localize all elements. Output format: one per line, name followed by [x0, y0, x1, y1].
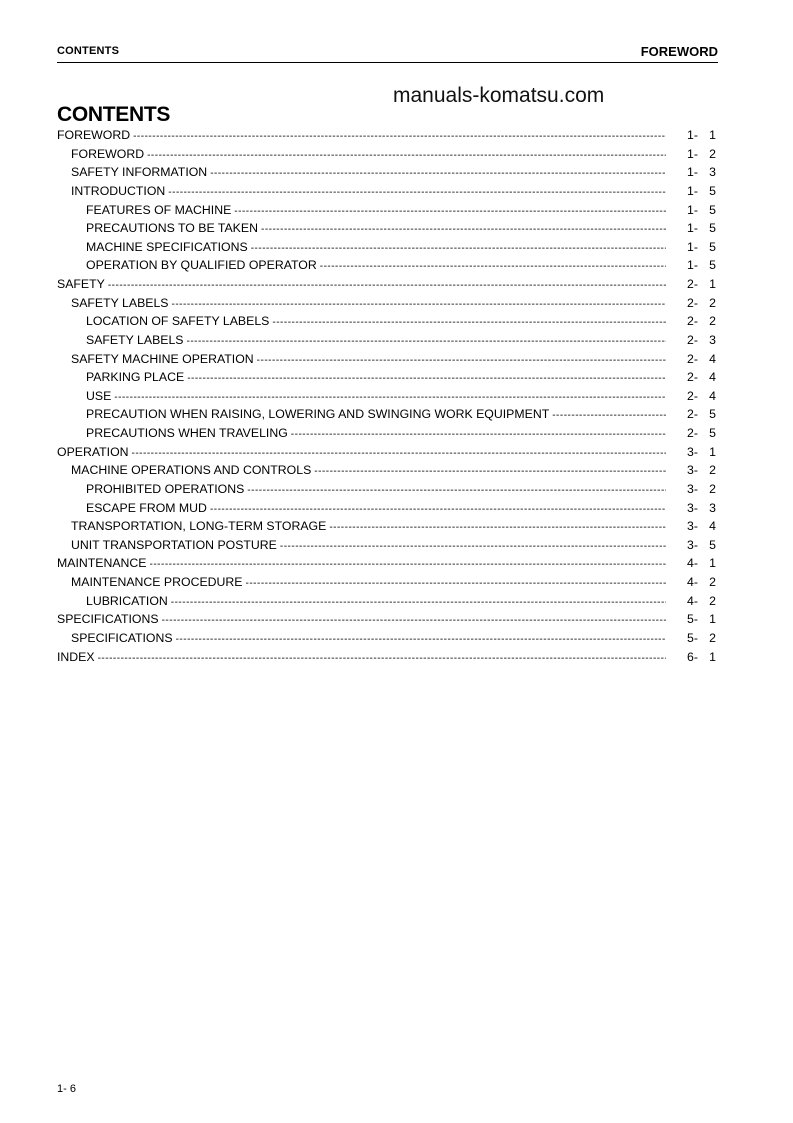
toc-entry-chapter: 1-	[687, 221, 698, 236]
toc-entry-label: FOREWORD	[71, 145, 147, 164]
toc-entry-page-ref	[666, 499, 718, 518]
toc-entry-chapter: 1-	[687, 146, 698, 161]
toc-entry-label: TRANSPORTATION, LONG-TERM STORAGE	[71, 517, 329, 536]
toc-entry-label: PRECAUTION WHEN RAISING, LOWERING AND SWINGING WORK EQUIPMENT	[86, 405, 552, 424]
toc-entry-page: 2	[709, 575, 716, 589]
toc-entry-page: 5	[709, 202, 716, 217]
toc-entry-line	[71, 536, 666, 555]
toc-entry-chapter: 1-	[687, 239, 698, 254]
toc-entry-page-ref	[666, 573, 718, 592]
toc-entry-line	[57, 648, 666, 667]
toc-entry-label: ESCAPE FROM MUD	[86, 499, 210, 518]
toc-entry-chapter: 1-	[687, 202, 698, 217]
toc-entry-label: LUBRICATION	[86, 592, 171, 611]
toc-entry-page-ref	[666, 517, 718, 536]
toc-entry-label: FOREWORD	[57, 126, 133, 145]
toc-entry-page: 4	[709, 351, 716, 366]
toc-entry-page-ref	[666, 163, 718, 182]
toc-entry-page: 3	[709, 165, 716, 180]
toc-entry-line	[71, 517, 666, 536]
toc-entry	[57, 387, 718, 406]
toc-entry-chapter: 2-	[687, 351, 698, 366]
toc-entry-page: 2	[709, 481, 716, 496]
toc-entry	[57, 461, 718, 480]
toc-entry-page-ref	[666, 219, 718, 238]
toc-entry-page: 2	[709, 630, 716, 645]
toc-entry-page-ref	[666, 461, 718, 480]
toc-entry-chapter: 4-	[687, 593, 698, 608]
toc-entry	[57, 368, 718, 387]
toc-entry-line	[71, 350, 666, 369]
page-header	[57, 44, 718, 63]
toc-entry-chapter: 2-	[687, 295, 698, 310]
toc-entry-label: PARKING PLACE	[86, 368, 187, 387]
toc-entry-line	[86, 499, 666, 518]
toc-entry-label: OPERATION BY QUALIFIED OPERATOR	[86, 256, 320, 275]
toc-entry-page-ref	[666, 312, 718, 331]
toc-entry-label: INDEX	[57, 648, 98, 667]
toc-entry-page: 1	[709, 612, 716, 627]
toc-entry-page: 1	[709, 649, 716, 664]
toc-entry-page: 1	[709, 556, 716, 571]
toc-entry-line	[71, 145, 666, 164]
toc-entry-label: SPECIFICATIONS	[71, 629, 176, 648]
toc-entry-page-ref	[666, 536, 718, 555]
toc-entry-page-ref	[666, 405, 718, 424]
toc-entry-label: SAFETY LABELS	[71, 294, 172, 313]
toc-entry	[57, 182, 718, 201]
toc-entry-chapter: 3-	[687, 444, 698, 459]
toc-entry-line	[86, 201, 666, 220]
toc-entry-chapter: 3-	[687, 537, 698, 552]
toc-entry-page: 5	[709, 183, 716, 198]
toc-entry-chapter: 4-	[687, 556, 698, 571]
toc-leader-dashes	[98, 650, 666, 669]
toc-entry-label: SAFETY MACHINE OPERATION	[71, 350, 257, 369]
toc-entry-line	[86, 592, 666, 611]
toc-entry-line	[86, 424, 666, 443]
toc-entry	[57, 294, 718, 313]
toc-entry-chapter: 2-	[687, 370, 698, 385]
toc-entry-page-ref	[666, 275, 718, 294]
toc-entry-line	[86, 405, 666, 424]
toc-entry	[57, 554, 718, 573]
toc-entry-label: MAINTENANCE PROCEDURE	[71, 573, 246, 592]
toc-entry-line	[57, 126, 666, 145]
toc-entry	[57, 480, 718, 499]
toc-entry-page-ref	[666, 126, 718, 145]
toc-entry-page-ref	[666, 443, 718, 462]
header-section-label: CONTENTS	[57, 45, 120, 57]
toc-entry	[57, 610, 718, 629]
toc-entry-page-ref	[666, 256, 718, 275]
toc-entry	[57, 648, 718, 667]
toc-entry-chapter: 3-	[687, 519, 698, 534]
toc-entry	[57, 350, 718, 369]
toc-entry	[57, 592, 718, 611]
toc-entry-page-ref	[666, 350, 718, 369]
header-chapter-label: FOREWORD	[640, 44, 718, 59]
toc-entry	[57, 499, 718, 518]
toc-entry	[57, 201, 718, 220]
toc-entry-page: 2	[709, 295, 716, 310]
toc-entry	[57, 424, 718, 443]
toc-entry-line	[57, 554, 666, 573]
toc-entry	[57, 517, 718, 536]
toc-entry-page: 3	[709, 500, 716, 515]
toc-entry-page: 4	[709, 370, 716, 385]
toc-entry-line	[86, 480, 666, 499]
toc-entry-chapter: 1-	[687, 128, 698, 142]
toc-entry-line	[71, 629, 666, 648]
toc-entry-chapter: 5-	[687, 612, 698, 627]
toc-entry-page: 5	[709, 239, 716, 254]
toc-entry-page-ref	[666, 648, 718, 667]
toc-entry-line	[71, 182, 666, 201]
toc-entry-label: OPERATION	[57, 443, 132, 462]
toc-entry-page-ref	[666, 480, 718, 499]
toc-entry-label: LOCATION OF SAFETY LABELS	[86, 312, 272, 331]
toc-entry-chapter: 3-	[687, 463, 698, 478]
toc-entry	[57, 331, 718, 350]
toc-entry-page: 5	[709, 426, 716, 440]
toc-entry-page-ref	[666, 182, 718, 201]
toc-entry-page-ref	[666, 331, 718, 350]
toc-entry	[57, 312, 718, 331]
toc-entry-chapter: 5-	[687, 630, 698, 645]
toc-entry-line	[86, 238, 666, 257]
toc-entry	[57, 275, 718, 294]
toc-entry-line	[57, 610, 666, 629]
toc-entry-line	[71, 461, 666, 480]
toc-entry-page-ref	[666, 294, 718, 313]
toc-entry-page-ref	[666, 368, 718, 387]
toc-entry-page: 2	[709, 146, 716, 161]
toc-entry-page-ref	[666, 145, 718, 164]
toc-entry-line	[71, 163, 666, 182]
toc-entry-page-ref	[666, 238, 718, 257]
toc-entry-label: PRECAUTIONS WHEN TRAVELING	[86, 424, 291, 443]
toc-entry-label: MAINTENANCE	[57, 554, 150, 573]
toc-entry-chapter: 6-	[687, 649, 698, 664]
toc-entry-page: 1	[709, 128, 716, 142]
toc-entry-page: 1	[709, 444, 716, 459]
toc-entry-page-ref	[666, 387, 718, 406]
toc-entry	[57, 238, 718, 257]
toc-entry-page: 2	[709, 593, 716, 608]
toc-entry-line	[86, 331, 666, 350]
toc-entry-chapter: 3-	[687, 481, 698, 496]
toc-entry-page-ref	[666, 424, 718, 443]
toc-entry-chapter: 2-	[687, 388, 698, 403]
toc-entry	[57, 163, 718, 182]
toc-entry-line	[86, 387, 666, 406]
toc-entry-page: 3	[709, 332, 716, 347]
toc-entry-page-ref	[666, 554, 718, 573]
table-of-contents	[57, 126, 718, 666]
toc-entry-chapter: 4-	[687, 575, 698, 589]
toc-entry-line	[71, 573, 666, 592]
toc-entry	[57, 145, 718, 164]
toc-entry-line	[57, 443, 666, 462]
toc-entry-chapter: 2-	[687, 407, 698, 422]
toc-entry	[57, 536, 718, 555]
toc-entry-label: SPECIFICATIONS	[57, 610, 162, 629]
toc-entry-chapter: 2-	[687, 277, 698, 291]
toc-entry-page: 5	[709, 258, 716, 273]
toc-entry-page-ref	[666, 629, 718, 648]
toc-entry-page: 1	[709, 277, 716, 291]
toc-entry-line	[86, 256, 666, 275]
toc-entry	[57, 219, 718, 238]
toc-entry	[57, 573, 718, 592]
toc-entry-page: 2	[709, 314, 716, 329]
toc-entry-chapter: 3-	[687, 500, 698, 515]
toc-entry	[57, 629, 718, 648]
toc-entry-page: 5	[709, 221, 716, 236]
watermark-text: manuals-komatsu.com	[393, 84, 605, 107]
toc-entry-chapter: 1-	[687, 165, 698, 180]
page-number: 1- 6	[57, 1083, 76, 1095]
toc-entry	[57, 405, 718, 424]
toc-entry-chapter: 2-	[687, 426, 698, 440]
toc-entry-label: UNIT TRANSPORTATION POSTURE	[71, 536, 280, 555]
toc-entry-label: MACHINE SPECIFICATIONS	[86, 238, 251, 257]
toc-entry-page-ref	[666, 610, 718, 629]
toc-entry-page-ref	[666, 592, 718, 611]
toc-entry-label: SAFETY INFORMATION	[71, 163, 210, 182]
toc-entry-chapter: 2-	[687, 332, 698, 347]
toc-entry	[57, 443, 718, 462]
toc-entry	[57, 126, 718, 145]
toc-entry-page: 4	[709, 519, 716, 534]
toc-entry-chapter: 2-	[687, 314, 698, 329]
toc-entry-line	[57, 275, 666, 294]
toc-entry-label: MACHINE OPERATIONS AND CONTROLS	[71, 461, 314, 480]
toc-entry-line	[86, 368, 666, 387]
toc-entry-page: 4	[709, 388, 716, 403]
toc-entry-label: INTRODUCTION	[71, 182, 168, 201]
toc-entry-line	[71, 294, 666, 313]
toc-entry-page-ref	[666, 201, 718, 220]
toc-entry-label: FEATURES OF MACHINE	[86, 201, 234, 220]
toc-entry-label: PRECAUTIONS TO BE TAKEN	[86, 219, 261, 238]
toc-entry	[57, 256, 718, 275]
page-title: CONTENTS	[57, 103, 171, 126]
toc-entry-label: SAFETY	[57, 275, 108, 294]
toc-entry-chapter: 1-	[687, 183, 698, 198]
toc-entry-line	[86, 219, 666, 238]
toc-entry-chapter: 1-	[687, 258, 698, 273]
toc-entry-line	[86, 312, 666, 331]
toc-entry-page: 2	[709, 463, 716, 478]
toc-entry-label: PROHIBITED OPERATIONS	[86, 480, 247, 499]
toc-entry-label: USE	[86, 387, 114, 406]
toc-entry-page: 5	[709, 407, 716, 422]
toc-entry-label: SAFETY LABELS	[86, 331, 187, 350]
toc-entry-page: 5	[709, 537, 716, 552]
